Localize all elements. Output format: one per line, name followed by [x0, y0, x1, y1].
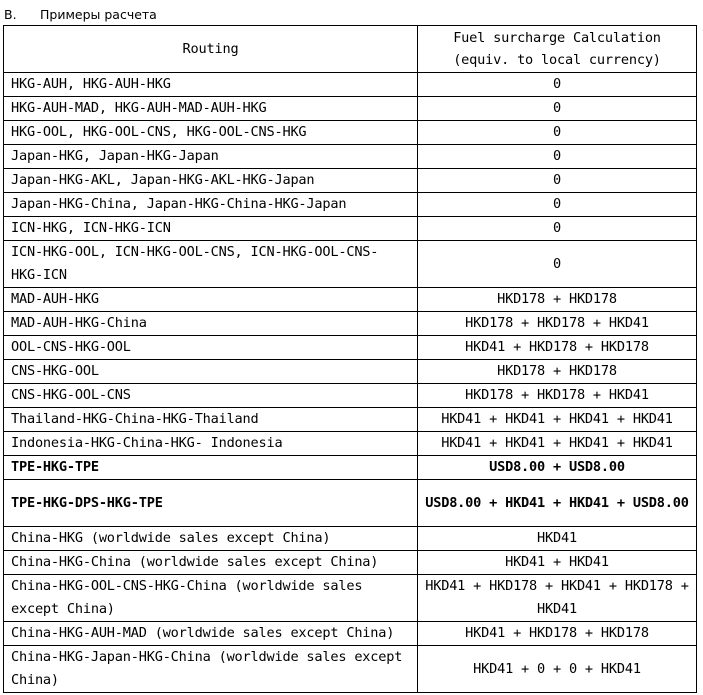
- calculation-cell: HKD178 + HKD178 + HKD41: [418, 312, 697, 336]
- calculation-cell: HKD41 + HKD41 + HKD41 + HKD41: [418, 432, 697, 456]
- calculation-cell: HKD41 + 0 + 0 + HKD41: [418, 646, 697, 693]
- table-body: [4, 73, 697, 693]
- table-row: [4, 145, 697, 169]
- table-row: [4, 480, 697, 527]
- routing-cell: ICN-HKG, ICN-HKG-ICN: [4, 217, 418, 241]
- table-row: [4, 527, 697, 551]
- calculation-cell: 0: [418, 169, 697, 193]
- table-row: [4, 312, 697, 336]
- calculation-cell: 0: [418, 145, 697, 169]
- routing-cell: China-HKG-Japan-HKG-China (worldwide sales except China): [4, 646, 418, 693]
- routing-cell: MAD-AUH-HKG: [4, 288, 418, 312]
- table-row: [4, 575, 697, 622]
- table-row: [4, 336, 697, 360]
- table-row: [4, 97, 697, 121]
- calculation-cell: HKD178 + HKD178: [418, 360, 697, 384]
- routing-cell: Indonesia-HKG-China-HKG- Indonesia: [4, 432, 418, 456]
- calculation-cell: HKD178 + HKD178: [418, 288, 697, 312]
- calculation-cell: USD8.00 + USD8.00: [418, 456, 697, 480]
- fuel-surcharge-table: [3, 25, 697, 693]
- table-row: [4, 456, 697, 480]
- calculation-cell: 0: [418, 241, 697, 288]
- calculation-cell: HKD41 + HKD178 + HKD178: [418, 336, 697, 360]
- table-row: [4, 288, 697, 312]
- section-title: Примеры расчета: [40, 7, 157, 22]
- table-row: [4, 551, 697, 575]
- calculation-cell: HKD41 + HKD41: [418, 551, 697, 575]
- table-row: [4, 408, 697, 432]
- column-header-calculation-line1: Fuel surcharge Calculation: [453, 30, 661, 46]
- routing-cell: TPE-HKG-TPE: [4, 456, 418, 480]
- calculation-cell: HKD41 + HKD178 + HKD178: [418, 622, 697, 646]
- column-header-calculation: [418, 26, 697, 73]
- calculation-cell: 0: [418, 217, 697, 241]
- table-row: [4, 73, 697, 97]
- table-row: [4, 193, 697, 217]
- calculation-cell: 0: [418, 73, 697, 97]
- routing-cell: CNS-HKG-OOL-CNS: [4, 384, 418, 408]
- routing-cell: HKG-AUH, HKG-AUH-HKG: [4, 73, 418, 97]
- routing-cell: MAD-AUH-HKG-China: [4, 312, 418, 336]
- table-row: [4, 121, 697, 145]
- routing-cell: HKG-AUH-MAD, HKG-AUH-MAD-AUH-HKG: [4, 97, 418, 121]
- routing-cell: TPE-HKG-DPS-HKG-TPE: [4, 480, 418, 527]
- routing-cell: China-HKG-China (worldwide sales except China): [4, 551, 418, 575]
- routing-cell: Japan-HKG-AKL, Japan-HKG-AKL-HKG-Japan: [4, 169, 418, 193]
- table-row: [4, 622, 697, 646]
- calculation-cell: HKD178 + HKD178 + HKD41: [418, 384, 697, 408]
- calculation-cell: 0: [418, 97, 697, 121]
- calculation-cell: USD8.00 + HKD41 + HKD41 + USD8.00: [418, 480, 697, 527]
- calculation-cell: HKD41 + HKD178 + HKD41 + HKD178 + HKD41: [418, 575, 697, 622]
- calculation-cell: HKD41: [418, 527, 697, 551]
- table-row: [4, 360, 697, 384]
- table-row: [4, 217, 697, 241]
- table-row: [4, 241, 697, 288]
- table-row: [4, 432, 697, 456]
- column-header-calculation-line2: (equiv. to local currency): [453, 52, 661, 68]
- calculation-cell: 0: [418, 193, 697, 217]
- routing-cell: China-HKG-OOL-CNS-HKG-China (worldwide sales except China): [4, 575, 418, 622]
- routing-cell: China-HKG (worldwide sales except China): [4, 527, 418, 551]
- routing-cell: ICN-HKG-OOL, ICN-HKG-OOL-CNS, ICN-HKG-OOL-CNS-HKG-ICN: [4, 241, 418, 288]
- routing-cell: Japan-HKG, Japan-HKG-Japan: [4, 145, 418, 169]
- calculation-cell: 0: [418, 121, 697, 145]
- column-header-routing: Routing: [4, 26, 418, 73]
- section-letter: B.: [4, 7, 17, 22]
- routing-cell: Japan-HKG-China, Japan-HKG-China-HKG-Japan: [4, 193, 418, 217]
- table-row: [4, 384, 697, 408]
- routing-cell: OOL-CNS-HKG-OOL: [4, 336, 418, 360]
- table-row: [4, 169, 697, 193]
- table-header-row: [4, 26, 697, 73]
- routing-cell: CNS-HKG-OOL: [4, 360, 418, 384]
- calculation-cell: HKD41 + HKD41 + HKD41 + HKD41: [418, 408, 697, 432]
- table-row: [4, 646, 697, 693]
- routing-cell: Thailand-HKG-China-HKG-Thailand: [4, 408, 418, 432]
- routing-cell: HKG-OOL, HKG-OOL-CNS, HKG-OOL-CNS-HKG: [4, 121, 418, 145]
- section-heading: [4, 6, 157, 24]
- routing-cell: China-HKG-AUH-MAD (worldwide sales except China): [4, 622, 418, 646]
